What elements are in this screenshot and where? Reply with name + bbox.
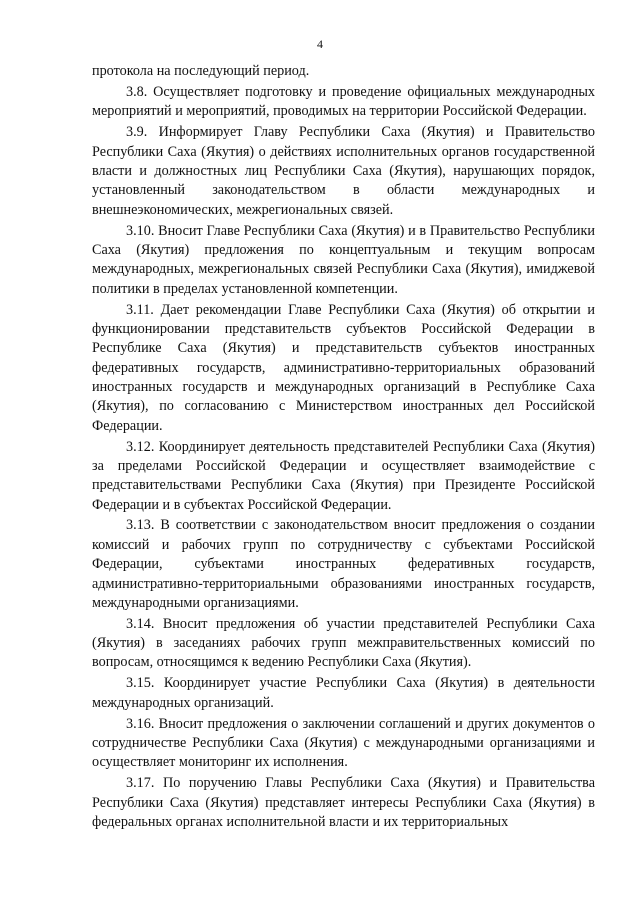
paragraph-3-14: 3.14. Вносит предложения об участии представителей Республики Саха (Якутия) в заседаниях рабочих групп межправительственных комиссий по вопросам, относящимся к ведению Республики Саха (Якутия). bbox=[92, 615, 595, 671]
document-body bbox=[92, 62, 595, 832]
paragraph-3-15: 3.15. Координирует участие Республики Саха (Якутия) в деятельности международных организаций. bbox=[92, 675, 595, 711]
paragraph-3-17: 3.17. По поручению Главы Республики Саха (Якутия) и Правительства Республики Саха (Якутия) представляет интересы Республики Саха (Якутия) в федеральных органах исполнительной власти и их территориальных bbox=[92, 775, 595, 830]
paragraph-3-13: 3.13. В соответствии с законодательством вносит предложения о создании комиссий и рабочих групп по сотрудничеству с субъектами Российской Федерации, субъектами иностранных федеративных государств, административно-территориальными образованиями иностранных государств, международными организациями. bbox=[92, 517, 595, 611]
paragraph-continuation: протокола на последующий период. bbox=[92, 63, 310, 79]
paragraph-3-11: 3.11. Дает рекомендации Главе Республики Саха (Якутия) об открытии и функционировании представительств субъектов Российской Федерации в Республике Саха (Якутия) и представительств субъектов иностранных федеративных государств, административно-территориальных образований иностранных государств и международных организаций в Республике Саха (Якутия), по согласованию с Министерством иностранных дел Российской Федерации. bbox=[92, 301, 595, 434]
paragraph-3-8: 3.8. Осуществляет подготовку и проведение официальных международных мероприятий и мероприятий, проводимых на территории Российской Федерации. bbox=[92, 83, 595, 120]
page-number: 4 bbox=[317, 37, 323, 51]
paragraph-3-12: 3.12. Координирует деятельность представителей Республики Саха (Якутия) за пределами Российской Федерации и осуществляет взаимодействие с представительствами Республики Саха (Якутия) при Президенте Российской Федерации и в субъектах Российской Федерации. bbox=[92, 438, 595, 513]
paragraph-3-16: 3.16. Вносит предложения о заключении соглашений и других документов о сотрудничестве Республики Саха (Якутия) с международными организациями и осуществляет мониторинг их исполнения. bbox=[92, 715, 595, 771]
paragraph-3-9: 3.9. Информирует Главу Республики Саха (Якутия) и Правительство Республики Саха (Якутия) о действиях исполнительных органов государственной власти и должностных лиц Республики Саха (Якутия), нарушающих порядок, установленный законодательством в области международных и внешнеэкономических, межрегиональных связей. bbox=[92, 124, 595, 218]
paragraph-3-10: 3.10. Вносит Главе Республики Саха (Якутия) и в Правительство Республики Саха (Якутия) предложения по концептуальным и текущим вопросам международных, межрегиональных связей Республики Саха (Якутия), имиджевой политики в пределах установленной компетенции. bbox=[92, 222, 595, 297]
